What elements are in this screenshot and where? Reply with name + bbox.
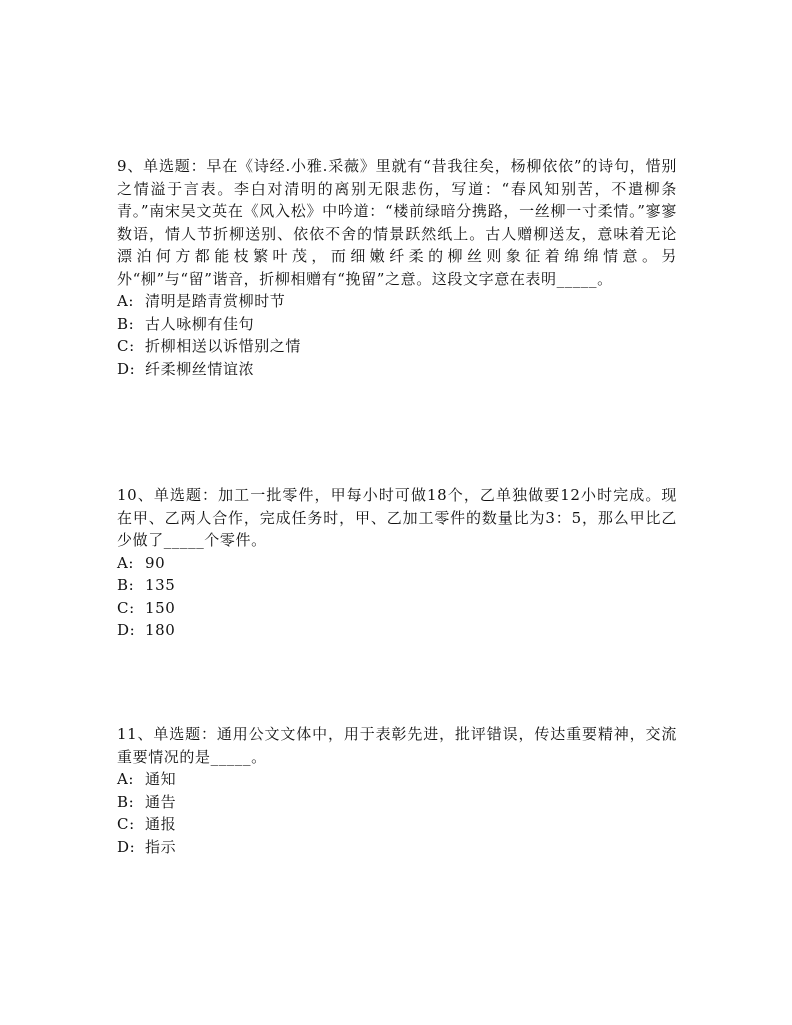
option-key: A:	[117, 770, 135, 788]
option-key: D:	[117, 837, 136, 856]
option-text: 通报	[145, 815, 177, 833]
option-text: 清明是踏青赏柳时节	[145, 292, 286, 310]
option-d	[117, 836, 677, 859]
question-9	[117, 155, 677, 380]
option-text: 纤柔柳丝情谊浓	[145, 359, 255, 378]
question-10	[117, 484, 677, 642]
option-d	[117, 619, 677, 642]
option-key: A:	[117, 553, 135, 572]
option-a	[117, 552, 677, 575]
option-key: C:	[117, 337, 135, 355]
option-b	[117, 574, 677, 597]
option-key: C:	[117, 815, 135, 833]
option-text: 通知	[145, 770, 177, 788]
option-c	[117, 813, 677, 836]
option-key: C:	[117, 598, 135, 617]
option-key: D:	[117, 621, 136, 639]
option-text: 150	[145, 598, 176, 617]
option-key: B:	[117, 314, 135, 333]
option-a	[117, 290, 677, 313]
option-key: B:	[117, 576, 135, 594]
option-text: 指示	[145, 837, 177, 856]
option-key: D:	[117, 359, 136, 378]
option-c	[117, 335, 677, 358]
option-b	[117, 791, 677, 814]
question-stem: 10、单选题：加工一批零件，甲每小时可做18个，乙单独做要12小时完成。现在甲、乙两人合作，完成任务时，甲、乙加工零件的数量比为3：5，那么甲比乙少做了_____个零件。	[117, 486, 677, 549]
option-d	[117, 358, 677, 381]
option-a	[117, 768, 677, 791]
option-text: 古人咏柳有佳句	[145, 314, 255, 333]
option-b	[117, 313, 677, 336]
option-text: 折柳相送以诉惜别之情	[145, 337, 302, 355]
question-11	[117, 723, 677, 858]
option-c	[117, 597, 677, 620]
option-key: A:	[117, 292, 135, 310]
option-text: 90	[145, 553, 166, 572]
option-text: 180	[145, 621, 176, 639]
option-text: 135	[145, 576, 176, 594]
option-key: B:	[117, 792, 135, 811]
option-text: 通告	[145, 792, 177, 811]
question-stem: 9、单选题：早在《诗经.小雅.采薇》里就有“昔我往矣，杨柳依依”的诗句，惜别之情溢于言表。李白对清明的离别无限悲伤，写道：“春风知别苦，不遣柳条青。”南宋吴文英在《风入松》中吟道：“楼前绿暗分携路，一丝柳一寸柔情。”寥寥数语，情人节折柳送别、依依不舍的情景跃然纸上。古人赠柳送友，意味着无论漂泊何方都能枝繁叶茂，而细嫩纤柔的柳丝则象征着绵绵情意。另外“柳”与“留”谐音，折柳相赠有“挽留”之意。这段文字意在表明_____。	[117, 157, 677, 288]
question-stem: 11、单选题：通用公文文体中，用于表彰先进，批评错误，传达重要精神，交流重要情况的是_____。	[117, 725, 677, 766]
